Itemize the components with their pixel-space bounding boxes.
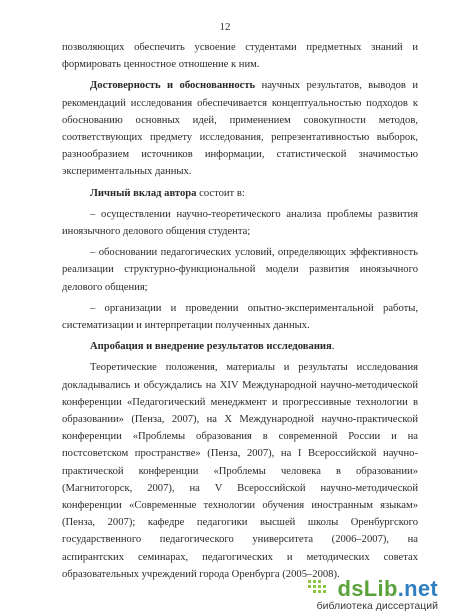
watermark-site-part2: .net [397, 576, 438, 601]
document-body [62, 39, 418, 587]
bullet-text: – обосновании педагогических условий, определяющих эффективность реализации структурно-функциональной модели развития иноязычного делового общения; [62, 247, 418, 293]
paragraph-text: позволяющих обеспечить усвоение студентами предметных знаний и формировать ценностное отношение к ним. [62, 42, 418, 71]
bullet-text: – осуществлении научно-теоретического анализа проблемы развития иноязычного делового общения студента; [62, 208, 418, 238]
bullet-item-justification [62, 244, 418, 296]
paragraph-lead: Достоверность и обоснованность [90, 80, 256, 92]
paragraph-personal-contribution [62, 185, 418, 202]
paragraph-text: научных результатов, выводов и рекомендаций исследования обеспечивается концептуальностью подходов к обоснованию основных идей, применением совокупности методов, соответствующих предмету исследования, репрезентативностью выборок, разнообразием источников информации, статистической значимостью экспериментальных данных. [62, 80, 418, 178]
bullet-item-experiment [62, 300, 418, 334]
paragraph-intro [62, 39, 418, 73]
paragraph-reliability [62, 77, 418, 180]
paragraph-text: Теоретические положения, материалы и результаты исследования докладывались и обсуждались на XIV Международной научно-методической конференции «Педагогический менеджмент и прогрессивные технологии в образовании» (Пенза, 2007), на Х Международной научно-практической конференции «Проблемы образования в современной России и на постсоветском пространстве» (Пенза, 2007), на I Всероссийской научно-практической конференции «Проблемы человека в образовании» (Магнитогорск, 2007), на V Всероссийской научно-методической конференции «Современные технологии обучения иностранным языкам» (Пенза, 2007); кафедре педагогики высшей школы Оренбургского государственного педагогического университета (2006–2007), на аспирантских семинарах, педагогических и методических советах образовательных учреждений города Оренбурга (2005–2008). [62, 362, 418, 580]
watermark-site-name [338, 576, 438, 602]
watermark-logo [310, 578, 442, 614]
heading-text: Апробация и внедрение результатов исследования [90, 341, 332, 353]
watermark-site-part1: dsLib [337, 576, 398, 601]
dot-grid-icon [308, 578, 332, 600]
bullet-text: – организации и проведении опытно-экспериментальной работы, систематизации и интерпретации полученных данных. [62, 302, 418, 332]
watermark-subtitle: библиотека диссертаций [316, 600, 438, 612]
bullet-item-analysis [62, 206, 418, 240]
section-heading-approbation [62, 338, 418, 355]
heading-punct: . [331, 341, 335, 353]
paragraph-lead: Личный вклад автора [90, 187, 197, 199]
paragraph-approbation [62, 359, 418, 583]
page-number: 12 [219, 21, 231, 33]
paragraph-text: состоит в: [196, 187, 245, 199]
